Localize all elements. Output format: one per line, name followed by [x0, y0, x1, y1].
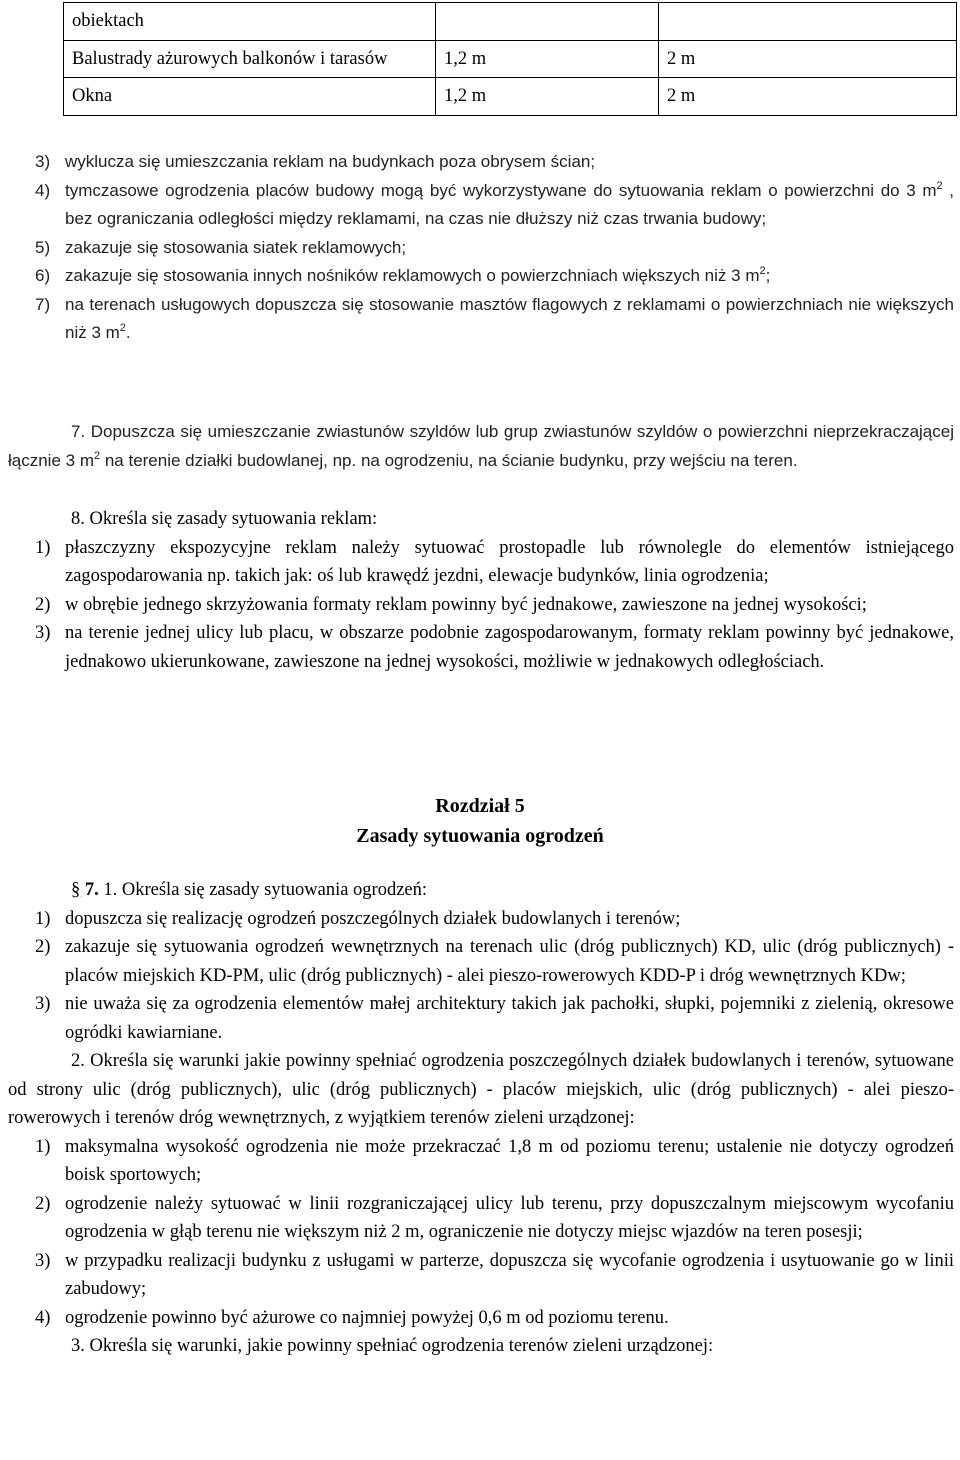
- table-cell: [436, 3, 659, 41]
- table-cell: Okna: [64, 78, 436, 116]
- list-number: 3): [35, 1250, 51, 1271]
- advertising-rules-list: [8, 148, 954, 348]
- list-number: 4): [35, 1307, 51, 1328]
- list-number: 4): [35, 180, 51, 200]
- list-text: ;: [765, 266, 771, 285]
- paragraph-7-section: [8, 876, 954, 1361]
- list-text: dopuszcza się realizację ogrodzeń poszczególnych działek budowlanych i terenów;: [65, 908, 681, 929]
- section-number: 7.: [84, 880, 104, 900]
- list-item: [8, 1190, 954, 1247]
- chapter-subtitle: Zasady sytuowania ogrodzeń: [356, 825, 604, 847]
- list-item: [8, 1247, 954, 1304]
- paragraph: 3. Określa się warunki, jakie powinny spełniać ogrodzenia terenów zieleni urządzonej:: [71, 1336, 714, 1356]
- list-item: [8, 1304, 954, 1333]
- table-cell: 2 m: [659, 78, 957, 116]
- list-item: [8, 591, 954, 620]
- list-text: zakazuje się stosowania siatek reklamowych;: [65, 237, 407, 257]
- paragraph-text: na terenie działki budowlanej, np. na ogrodzeniu, na ścianie budynku, przy wejściu na teren.: [100, 450, 798, 470]
- list-number: 3): [35, 152, 51, 171]
- section-sign: §: [71, 880, 81, 900]
- paragraph: 8. Określa się zasady sytuowania reklam:: [71, 509, 378, 529]
- list-text: na terenie jednej ulicy lub placu, w obszarze podobnie zagospodarowanym, formaty reklam powinny być jednakowe, jednakowo ukierunkowane, zawieszone na jednej wysokości, możliwie w jednakowych odległościach.: [65, 623, 954, 672]
- list-text: tymczasowe ogrodzenia placów budowy mogą być wykorzystywane do sytuowania reklam o powierzchni do 3 m: [65, 180, 937, 200]
- list-item: [8, 177, 954, 234]
- list-item: [8, 234, 954, 263]
- balustrade-height-table: [63, 2, 957, 116]
- list-text: zakazuje się stosowania innych nośników reklamowych o powierzchniach większych niż 3 m: [65, 266, 760, 285]
- list-number: 2): [35, 594, 51, 615]
- table-cell: 1,2 m: [436, 78, 659, 116]
- table-row: [64, 78, 957, 116]
- list-text: maksymalna wysokość ogrodzenia nie może przekraczać 1,8 m od poziomu terenu; ustalenie nie dotyczy ogrodzeń boisk sportowych;: [65, 1136, 954, 1185]
- table-row: [64, 40, 957, 78]
- list-number: 1): [35, 1136, 51, 1157]
- list-number: 1): [35, 537, 51, 558]
- list-item: [8, 905, 954, 934]
- list-text: w obrębie jednego skrzyżowania formaty reklam powinny być jednakowe, zawieszone na jednej wysokości;: [65, 594, 867, 615]
- list-number: 2): [35, 1193, 51, 1214]
- list-text: ogrodzenie należy sytuować w linii rozgraniczającej ulicy lub terenu, przy dopuszczalnym miejscowym wycofaniu ogrodzenia w głąb terenu nie większym niż 2 m, ograniczenie nie dotyczy miejsc wjazdów na teren posesji;: [65, 1193, 954, 1242]
- list-text: nie uważa się za ogrodzenia elementów małej architektury takich jak pachołki, słupki, pojemniki z zielenią, okresowe ogródki kawiarniane.: [65, 994, 954, 1043]
- list-item: [8, 619, 954, 676]
- paragraph: [8, 418, 954, 475]
- table-cell: [659, 3, 957, 41]
- list-number: 7): [35, 294, 51, 314]
- superscript: 2: [119, 322, 126, 334]
- list-item: [8, 534, 954, 591]
- list-item: [8, 291, 954, 348]
- list-item: [8, 1133, 954, 1190]
- table-row: [64, 3, 957, 41]
- list-text: wyklucza się umieszczania reklam na budynkach poza obrysem ścian;: [65, 152, 596, 171]
- paragraph: 2. Określa się warunki jakie powinny spełniać ogrodzenia poszczególnych działek budowlanych i terenów, sytuowane od strony ulic (dróg publicznych), ulic (dróg publicznych) - placów miejskich, ulic (dróg publicznych) - alei pieszo-rowerowych i terenów dróg wewnętrznych, z wyjątkiem terenów zieleni urządzonej:: [8, 1051, 954, 1128]
- paragraph: [8, 876, 954, 905]
- list-number: 5): [35, 237, 51, 257]
- list-text: , bez ograniczania odległości między reklamami, na czas nie dłuższy niż czas trwania budowy;: [65, 180, 954, 228]
- table-cell: 2 m: [659, 40, 957, 78]
- paragraph-text: 7. Dopuszcza się umieszczanie zwiastunów szyldów lub grup zwiastunów szyldów o powierzchni nieprzekraczającej łącznie 3 m: [8, 422, 954, 470]
- list-number: 1): [35, 908, 51, 929]
- list-number: 3): [35, 994, 51, 1014]
- list-item: [8, 262, 954, 291]
- list-text: w przypadku realizacji budynku z usługami w parterze, dopuszcza się wycofanie ogrodzenia i usytuowanie go w linii zabudowy;: [65, 1250, 954, 1299]
- superscript: 2: [93, 449, 101, 462]
- table-cell: Balustrady ażurowych balkonów i tarasów: [64, 40, 436, 78]
- list-item: [8, 933, 954, 990]
- list-item: [8, 148, 954, 177]
- list-text: .: [125, 323, 131, 342]
- section-8-paragraph: [8, 505, 954, 676]
- list-text: na terenach usługowych dopuszcza się stosowanie masztów flagowych z reklamami o powierzchniach nie większych niż 3 m: [65, 294, 954, 342]
- table-cell: 1,2 m: [436, 40, 659, 78]
- list-text: zakazuje się sytuowania ogrodzeń wewnętrznych na terenach ulic (dróg publicznych) KD, ulic (dróg publicznych) - placów miejskich KD-PM, ulic (dróg publicznych) - alei pieszo-rowerowych KDD-P i dróg wewnętrznych KDw;: [65, 937, 954, 986]
- list-number: 2): [35, 937, 51, 957]
- superscript: 2: [936, 179, 943, 192]
- paragraph-text: 1. Określa się zasady sytuowania ogrodzeń:: [103, 880, 428, 900]
- superscript: 2: [759, 265, 766, 277]
- list-text: płaszczyzny ekspozycyjne reklam należy sytuować prostopadle lub równolegle do elementów istniejącego zagospodarowania np. takich jak: oś lub krawędź jezdni, elewacje budynków, linia ogrodzenia;: [65, 537, 954, 586]
- table-cell: obiektach: [64, 3, 436, 41]
- list-number: 3): [35, 623, 51, 643]
- list-number: 6): [35, 266, 51, 285]
- list-text: ogrodzenie powinno być ażurowe co najmniej powyżej 0,6 m od poziomu terenu.: [65, 1307, 669, 1328]
- chapter-title: Rozdział 5: [435, 795, 525, 817]
- section-7-paragraph: [8, 418, 954, 475]
- list-item: [8, 990, 954, 1047]
